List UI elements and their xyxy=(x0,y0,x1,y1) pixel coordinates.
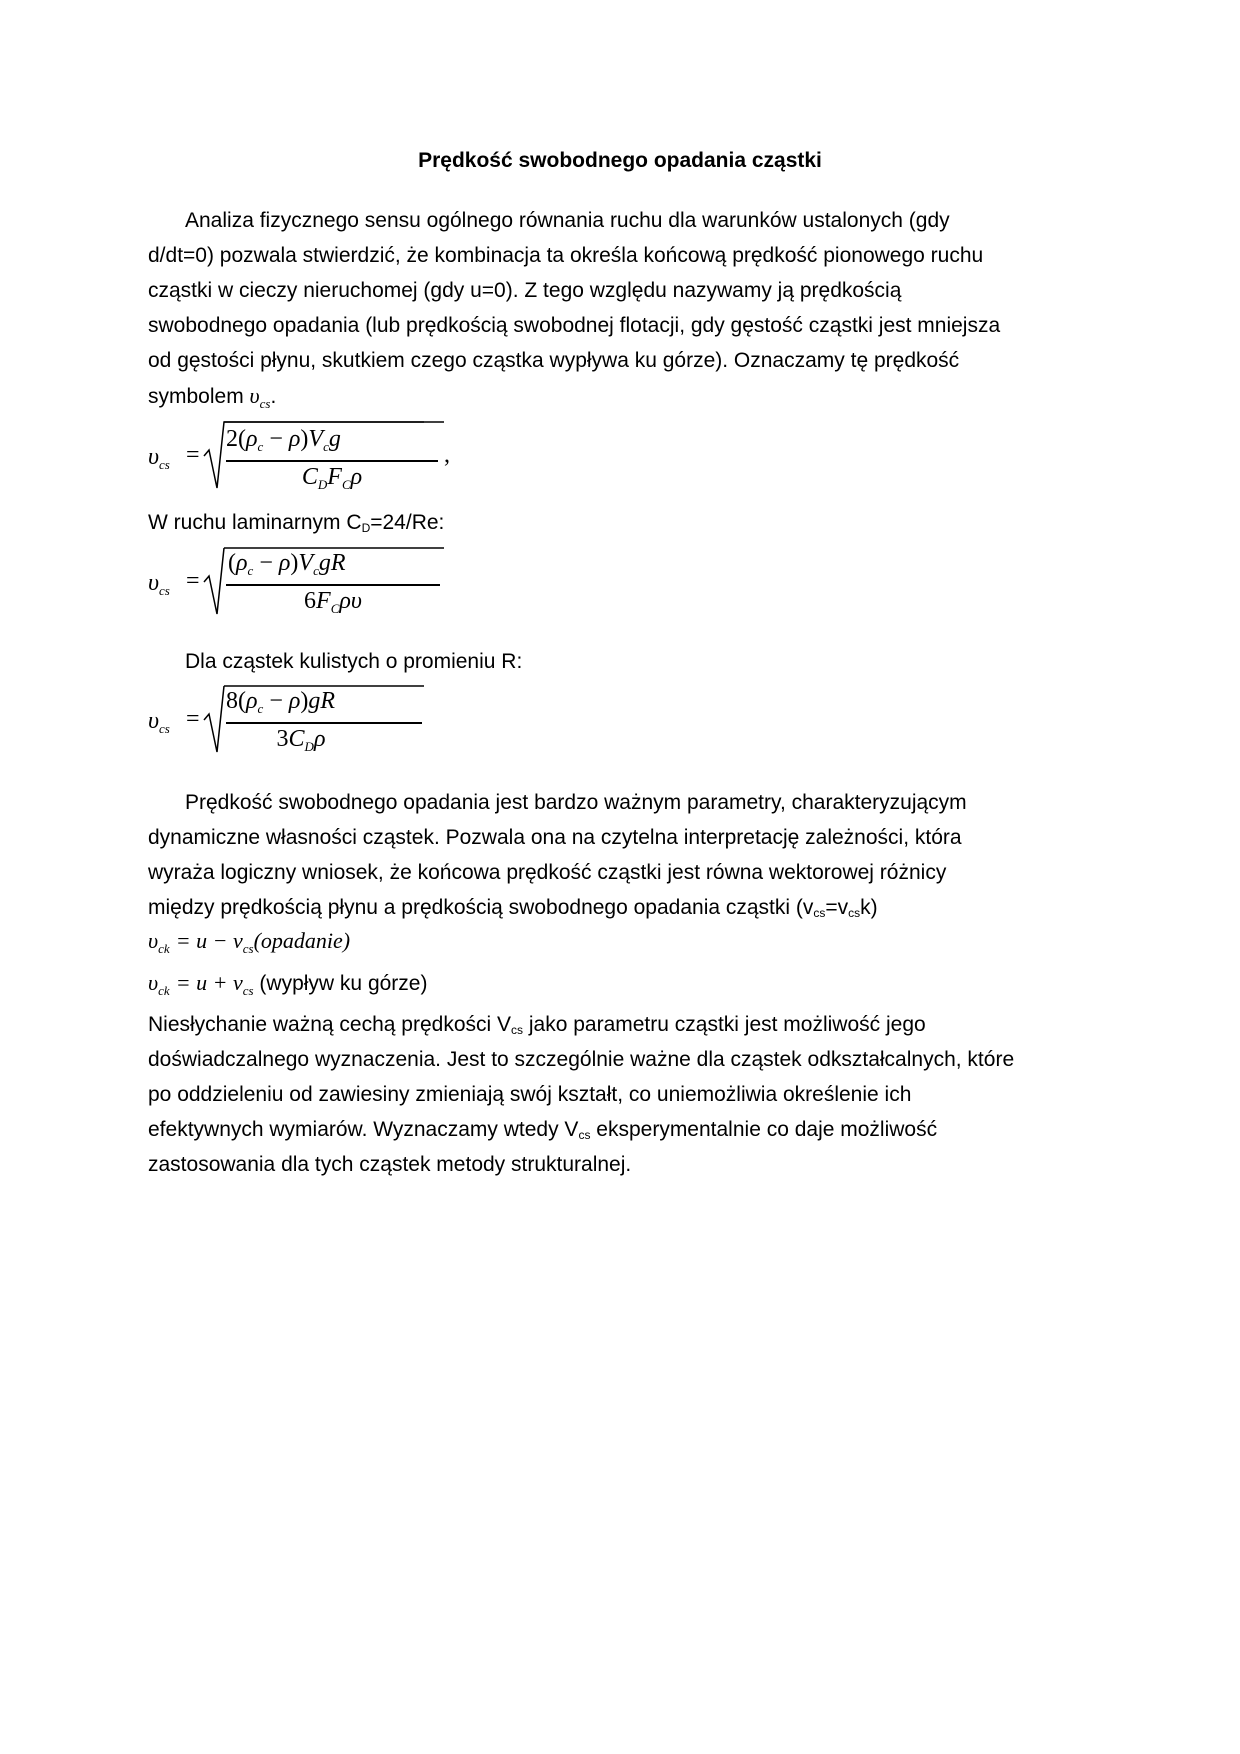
formula-general xyxy=(148,420,448,500)
paragraph-text: symbolem xyxy=(148,385,244,408)
paragraph-line: cząstki w cieczy nieruchomej (gdy u=0). Z tego względu nazywamy ją prędkością xyxy=(148,279,902,302)
paragraph-line: Analiza fizycznego sensu ogólnego równania ruchu dla warunków ustalonych (gdy xyxy=(185,209,950,232)
sentence-end: . xyxy=(270,385,277,408)
equation-rising: $\upsilon_{ck} = u + v_{cs}$ (wypływ ku górze) xyxy=(148,970,428,998)
paragraph-line: d/dt=0) pozwala stwierdzić, że kombinacja ta określa końcową prędkość pionowego ruchu xyxy=(148,244,984,267)
formula-numerator: $8(\rho_c - \rho)gR$ xyxy=(226,688,336,716)
formula-lhs: $\upsilon_{cs}$ xyxy=(148,708,170,736)
paragraph-line: między prędkością płynu a prędkością swobodnego opadania cząstki $(v_{cs}=v_{cs}k)$ xyxy=(148,896,878,920)
square-root-sign xyxy=(204,420,224,490)
paragraph-line: od gęstości płynu, skutkiem czego cząstka wypływa ku górze). Oznaczamy tę prędkość xyxy=(148,349,960,372)
formula-denominator: $6F_C\rho\upsilon$ xyxy=(304,588,362,616)
paragraph-line xyxy=(148,378,1088,413)
equation-settling: $\upsilon_{ck} = u$ − $v_{cs}(opadanie)$ xyxy=(148,928,351,956)
velocity-symbol: υ xyxy=(249,383,260,408)
paragraph-line: Prędkość swobodnego opadania jest bardzo ważnym parametry, charakteryzującym xyxy=(185,791,967,814)
paragraph-line: zastosowania dla tych cząstek metody strukturalnej. xyxy=(148,1153,632,1176)
paragraph-significance xyxy=(148,785,1088,925)
square-root-sign xyxy=(204,684,224,754)
paragraph-intro xyxy=(148,203,1088,413)
formula-lhs: $\upsilon_{cs}$ xyxy=(148,570,170,598)
formula-spherical xyxy=(148,684,448,764)
paragraph-line: Niesłychanie ważną cechą prędkości $V_{cs}$ jako parametru cząstki jest możliwość jego xyxy=(148,1013,926,1037)
formula-numerator: $2(\rho_c - \rho)V_cg$ xyxy=(226,426,341,454)
paragraph-line: wyraża logiczny wniosek, że końcowa prędkość cząstki jest równa wektorowej różnicy xyxy=(148,861,947,884)
paragraph-line: swobodnego opadania (lub prędkością swobodnej flotacji, gdy gęstość cząstki jest mniejsza xyxy=(148,314,1001,337)
paragraph-line: po oddzieleniu od zawiesiny zmieniają swój kształt, co uniemożliwia określenie ich xyxy=(148,1083,912,1106)
formula-numerator: $(\rho_c - \rho)V_cgR$ xyxy=(228,550,346,578)
document-title: Prędkość swobodnego opadania cząstki xyxy=(418,149,822,172)
square-root-sign xyxy=(204,546,224,616)
radical-bar xyxy=(224,420,444,424)
velocity-subscript: cs xyxy=(259,396,271,411)
paragraph-measurement xyxy=(148,1007,1088,1182)
formula-denominator: $C_DF_C\rho$ xyxy=(301,464,363,492)
paragraph-line: efektywnych wymiarów. Wyznaczamy wtedy $V_{cs}$ eksperymentalnie co daje możliwość xyxy=(148,1118,938,1142)
formula-comma: , xyxy=(444,442,450,468)
equals-sign: = xyxy=(186,706,200,732)
laminar-label: W ruchu laminarnym $C_D=24/Re$: xyxy=(148,511,445,535)
spherical-label: Dla cząstek kulistych o promieniu R: xyxy=(185,650,523,673)
fraction-bar xyxy=(226,722,422,724)
formula-denominator: $3C_D\rho$ xyxy=(276,726,326,754)
fraction-bar xyxy=(226,584,440,586)
formula-laminar xyxy=(148,546,448,626)
paragraph-line: doświadczalnego wyznaczenia. Jest to szczególnie ważne dla cząstek odkształcalnych, które xyxy=(148,1048,1015,1071)
paragraph-line: dynamiczne własności cząstek. Pozwala ona na czytelna interpretację zależności, która xyxy=(148,826,962,849)
equals-sign: = xyxy=(186,442,200,468)
formula-lhs: $\upsilon_{cs}$ xyxy=(148,444,170,472)
equals-sign: = xyxy=(186,568,200,594)
fraction-bar xyxy=(226,460,438,462)
